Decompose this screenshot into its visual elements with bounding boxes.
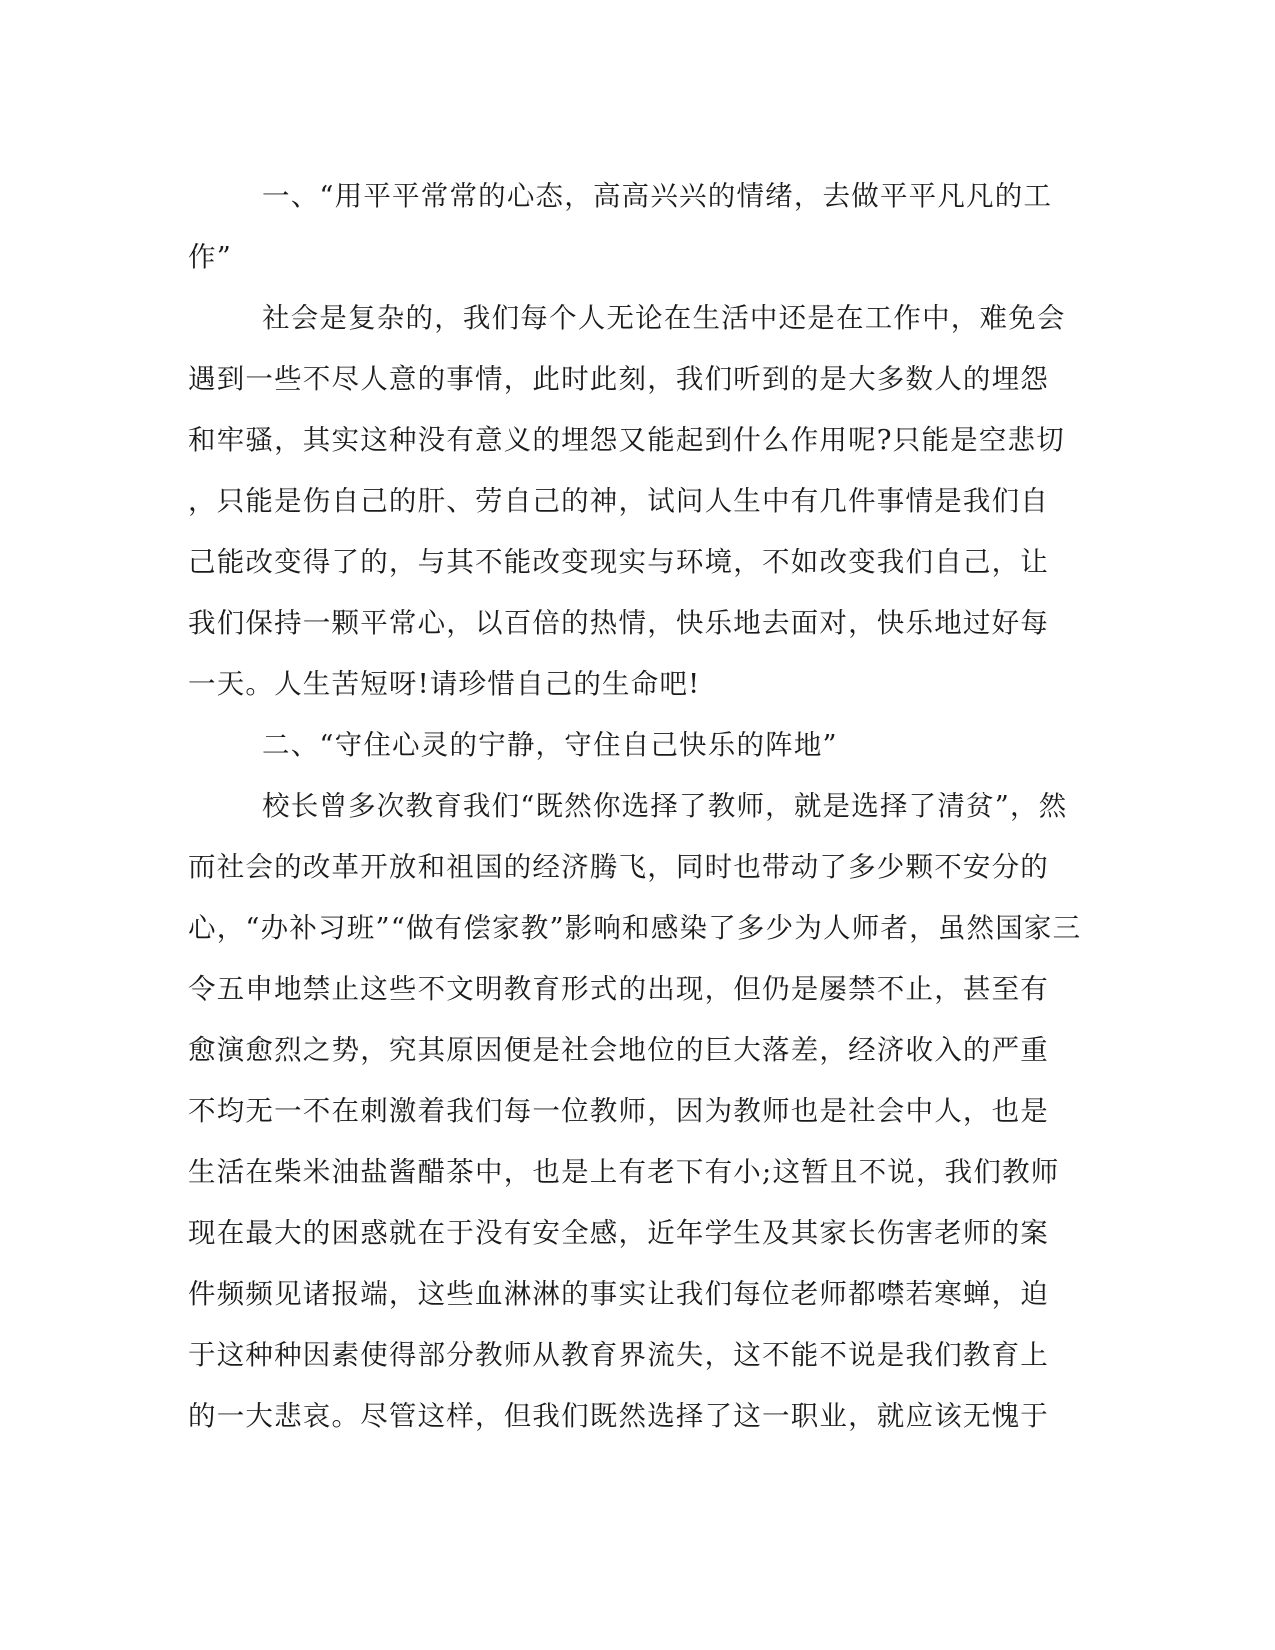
text-line: 不均无一不在刺激着我们每一位教师，因为教师也是社会中人，也是 xyxy=(188,1095,1049,1127)
document-body xyxy=(188,166,1082,1447)
text-line: 己能改变得了的，与其不能改变现实与环境，不如改变我们自己，让 xyxy=(188,546,1049,578)
text-line: 的一大悲哀。尽管这样，但我们既然选择了这一职业，就应该无愧于 xyxy=(188,1400,1049,1432)
text-line: 遇到一些不尽人意的事情，此时此刻，我们听到的是大多数人的埋怨 xyxy=(188,363,1049,395)
text-line: 令五申地禁止这些不文明教育形式的出现，但仍是屡禁不止，甚至有 xyxy=(188,973,1049,1005)
text-line: 我们保持一颗平常心，以百倍的热情，快乐地去面对，快乐地过好每 xyxy=(188,607,1049,639)
section-heading-2 xyxy=(188,715,1078,776)
text-line: 一、“用平平常常的心态，高高兴兴的情绪，去做平平凡凡的工 xyxy=(262,180,1053,212)
text-line: 愈演愈烈之势，究其原因便是社会地位的巨大落差，经济收入的严重 xyxy=(188,1034,1049,1066)
paragraph-1 xyxy=(188,288,1078,715)
text-line: 而社会的改革开放和祖国的经济腾飞，同时也带动了多少颗不安分的 xyxy=(188,851,1049,883)
text-line: 作” xyxy=(188,241,232,273)
text-line: 现在最大的困惑就在于没有安全感，近年学生及其家长伤害老师的案 xyxy=(188,1217,1049,1249)
text-line: 件频频见诸报端，这些血淋淋的事实让我们每位老师都噤若寒蝉，迫 xyxy=(188,1278,1049,1310)
text-line: 校长曾多次教育我们“既然你选择了教师，就是选择了清贫”，然 xyxy=(262,790,1068,822)
text-line: 心，“办补习班”“做有偿家教”影响和感染了多少为人师者，虽然国家三 xyxy=(188,912,1082,944)
text-line: 一天。人生苦短呀!请珍惜自己的生命吧! xyxy=(188,668,701,700)
section-heading-1 xyxy=(188,166,1078,288)
text-line: 生活在柴米油盐酱醋茶中，也是上有老下有小;这暂且不说，我们教师 xyxy=(188,1156,1060,1188)
text-line: 社会是复杂的，我们每个人无论在生活中还是在工作中，难免会 xyxy=(262,302,1066,334)
text-line: 和牢骚，其实这种没有意义的埋怨又能起到什么作用呢?只能是空悲切 xyxy=(188,424,1065,456)
text-line: 二、“守住心灵的宁静，守住自己快乐的阵地” xyxy=(262,729,838,761)
text-line: ，只能是伤自己的肝、劳自己的神，试问人生中有几件事情是我们自 xyxy=(188,485,1049,517)
text-line: 于这种种因素使得部分教师从教育界流失，这不能不说是我们教育上 xyxy=(188,1339,1049,1371)
paragraph-2 xyxy=(188,776,1082,1447)
